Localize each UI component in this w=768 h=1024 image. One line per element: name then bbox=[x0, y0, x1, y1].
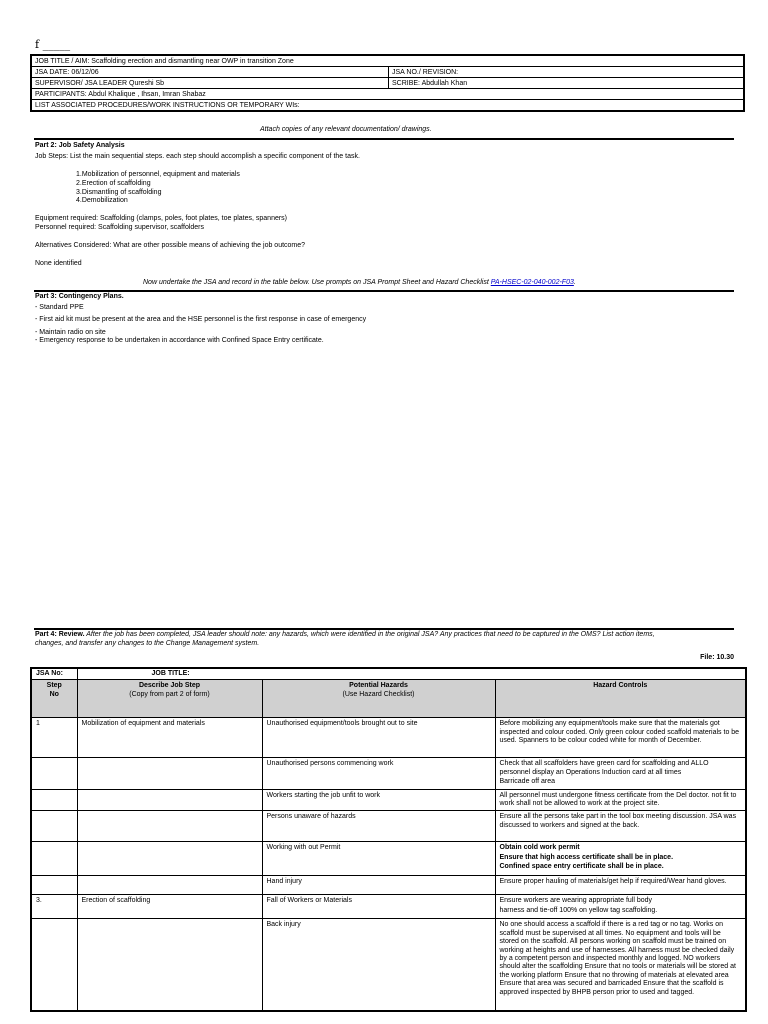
header-table bbox=[30, 54, 745, 112]
equipment-required: Equipment required: Scaffolding (clamps, poles, foot plates, toe plates, spanners) bbox=[35, 215, 288, 222]
describe-cell bbox=[77, 919, 262, 1011]
scribe-cell: SCRIBE: Abdullah Khan bbox=[389, 78, 745, 89]
control-line: Ensure workers are wearing appropriate full body bbox=[499, 897, 653, 905]
contingency-item: - Maintain radio on site bbox=[35, 329, 106, 336]
table-row bbox=[31, 895, 746, 919]
divider bbox=[34, 138, 734, 140]
none-identified: None identified bbox=[35, 260, 82, 267]
control-line: Before mobilizing any equipment/tools make sure that the materials got inspected and colour coded. Only green colour coded scaffold materials to be used. Spanners to be colour coded white for month of December. bbox=[499, 720, 740, 745]
job-steps-intro: Job Steps: List the main sequential steps. each step should accomplish a specific component of the task. bbox=[35, 153, 360, 160]
controls-cell bbox=[495, 919, 746, 1011]
file-number: File: 10.30 bbox=[700, 654, 734, 661]
hazard-cell: Unauthorised equipment/tools brought out to site bbox=[262, 718, 495, 758]
col-controls: Hazard Controls bbox=[495, 680, 746, 718]
part3-title: Part 3: Contingency Plans. bbox=[35, 293, 124, 300]
part2-title: Part 2: Job Safety Analysis bbox=[35, 142, 125, 149]
jsa-date-cell: JSA DATE: 06/12/06 bbox=[31, 67, 389, 78]
contingency-item: - First aid kit must be present at the area and the HSE personnel is the first response in case of emergency bbox=[35, 316, 367, 323]
controls-cell bbox=[495, 789, 746, 811]
part4-review-cont: changes, and transfer any changes to the Change Management system. bbox=[35, 640, 260, 647]
hazard-cell: Back injury bbox=[262, 919, 495, 1011]
controls-cell bbox=[495, 758, 746, 789]
step-cell bbox=[31, 758, 77, 789]
part4-title: Part 4: Review. bbox=[35, 631, 85, 638]
step-cell: 3. bbox=[31, 895, 77, 919]
step-cell bbox=[31, 919, 77, 1011]
controls-cell bbox=[495, 811, 746, 842]
step-cell bbox=[31, 876, 77, 895]
control-line: Barricade off area bbox=[499, 778, 556, 786]
hazard-cell: Unauthorised persons commencing work bbox=[262, 758, 495, 789]
control-line: Ensure proper hauling of materials/get help if required/Wear hand gloves. bbox=[499, 878, 727, 886]
control-line: Confined space entry certificate shall be in place. bbox=[499, 863, 664, 871]
step-cell bbox=[31, 842, 77, 876]
col-hazards: Potential Hazards (Use Hazard Checklist) bbox=[262, 680, 495, 718]
participants-cell: PARTICIPANTS: Abdul Khalique , Ihsan, Imran Shabaz bbox=[31, 89, 744, 100]
control-line: All personnel must undergone fitness certificate from the Del doctor. not fit to work shall not be allowed to work at the project site. bbox=[499, 791, 737, 808]
hazard-cell: Hand injury bbox=[262, 876, 495, 895]
table-row bbox=[31, 919, 746, 1011]
hazard-cell: Working with out Permit bbox=[262, 842, 495, 876]
describe-cell bbox=[77, 842, 262, 876]
control-line: Check that all scaffolders have green card for scaffolding and ALLO personnel display an Operations Induction card at all times bbox=[499, 760, 709, 776]
describe-cell: Erection of scaffolding bbox=[77, 895, 262, 919]
contingency-item: - Standard PPE bbox=[35, 304, 84, 311]
col-describe: Describe Job Step (Copy from part 2 of form) bbox=[77, 680, 262, 718]
table-row bbox=[31, 758, 746, 789]
controls-cell bbox=[495, 718, 746, 758]
step-cell: 1 bbox=[31, 718, 77, 758]
control-line: Ensure that high access certificate shall be in place. bbox=[499, 853, 674, 861]
step-cell bbox=[31, 789, 77, 811]
jsa-table bbox=[30, 667, 747, 1012]
controls-cell bbox=[495, 842, 746, 876]
step-item: 1.Mobilization of personnel, equipment and materials bbox=[76, 171, 240, 178]
describe-cell bbox=[77, 811, 262, 842]
controls-cell bbox=[495, 876, 746, 895]
checklist-link[interactable]: PA-HSEC-02-040-002-F03 bbox=[490, 279, 574, 286]
jsa-no-cell: JSA NO./ REVISION: bbox=[389, 67, 745, 78]
alternatives: Alternatives Considered: What are other possible means of achieving the job outcome? bbox=[35, 242, 306, 249]
table-row bbox=[31, 876, 746, 895]
step-item: 2.Erection of scaffolding bbox=[76, 180, 151, 187]
divider bbox=[34, 628, 734, 630]
jsa-no-label: JSA No: bbox=[31, 668, 77, 680]
attach-note: Attach copies of any relevant documentation/ drawings. bbox=[260, 126, 432, 133]
part4-review: Part 4: Review. After the job has been completed, JSA leader should note: any hazards, which were identified in the original JSA? Any practices that need to be captured in the OMS? List action items, bbox=[35, 631, 655, 638]
control-line: No one should access a scaffold if there is a red tag or no tag. Works on scaffold must be supervised at all times. No equipment and tools will be stored on the scaffold. All persons working on scaffold must be trained on working at heights and use of harnesses. All harness must be checked daily by a competent person and inspected monthly and logged. NO workers should alter the scaffolding Ensure that no tools or materials will be stored at the working platform Ensure that no throwing of materials at elevated area Ensure that area was secured and barricaded Ensure that the scaffold is approved inspected by BHPB person prior to used and tagged. bbox=[499, 921, 736, 996]
supervisor-cell: SUPERVISOR/ JSA LEADER Qureshi Sb bbox=[31, 78, 389, 89]
divider bbox=[34, 290, 734, 292]
table-row bbox=[31, 718, 746, 758]
hazard-cell: Workers starting the job unfit to work bbox=[262, 789, 495, 811]
control-line: harness and tie-off 100% on yellow tag scaffolding. bbox=[499, 906, 658, 914]
jsa-job-title-label: JOB TITLE: bbox=[77, 668, 746, 680]
control-line: Ensure all the persons take part in the tool box meeting discussion. JSA was discussed to workers and signed at the back. bbox=[499, 813, 737, 829]
step-item: 4.Demobilization bbox=[76, 197, 128, 204]
personnel-required: Personnel required: Scaffolding supervisor, scaffolders bbox=[35, 224, 205, 231]
describe-cell bbox=[77, 758, 262, 789]
hazard-cell: Persons unaware of hazards bbox=[262, 811, 495, 842]
col-step: Step No bbox=[31, 680, 77, 718]
describe-cell bbox=[77, 789, 262, 811]
control-line: Obtain cold work permit bbox=[499, 844, 580, 852]
describe-cell: Mobilization of equipment and materials bbox=[77, 718, 262, 758]
procedures-cell: LIST ASSOCIATED PROCEDURES/WORK INSTRUCTIONS OR TEMPORARY WIs: bbox=[31, 100, 744, 112]
hazard-cell: Fall of Workers or Materials bbox=[262, 895, 495, 919]
table-row bbox=[31, 842, 746, 876]
prompt-note: Now undertake the JSA and record in the table below. Use prompts on JSA Prompt Sheet and Hazard Checklist PA-HSEC-02-040-002-F03. bbox=[143, 279, 576, 286]
describe-cell bbox=[77, 876, 262, 895]
step-item: 3.Dismantling of scaffolding bbox=[76, 189, 162, 196]
controls-cell bbox=[495, 895, 746, 919]
corner-mark: f _____ bbox=[35, 38, 71, 51]
table-row bbox=[31, 811, 746, 842]
contingency-item: - Emergency response to be undertaken in accordance with Confined Space Entry certificate. bbox=[35, 337, 324, 344]
table-row bbox=[31, 789, 746, 811]
job-title-cell: JOB TITLE / AIM: Scaffolding erection and dismantling near OWP in transition Zone bbox=[31, 55, 744, 67]
step-cell bbox=[31, 811, 77, 842]
